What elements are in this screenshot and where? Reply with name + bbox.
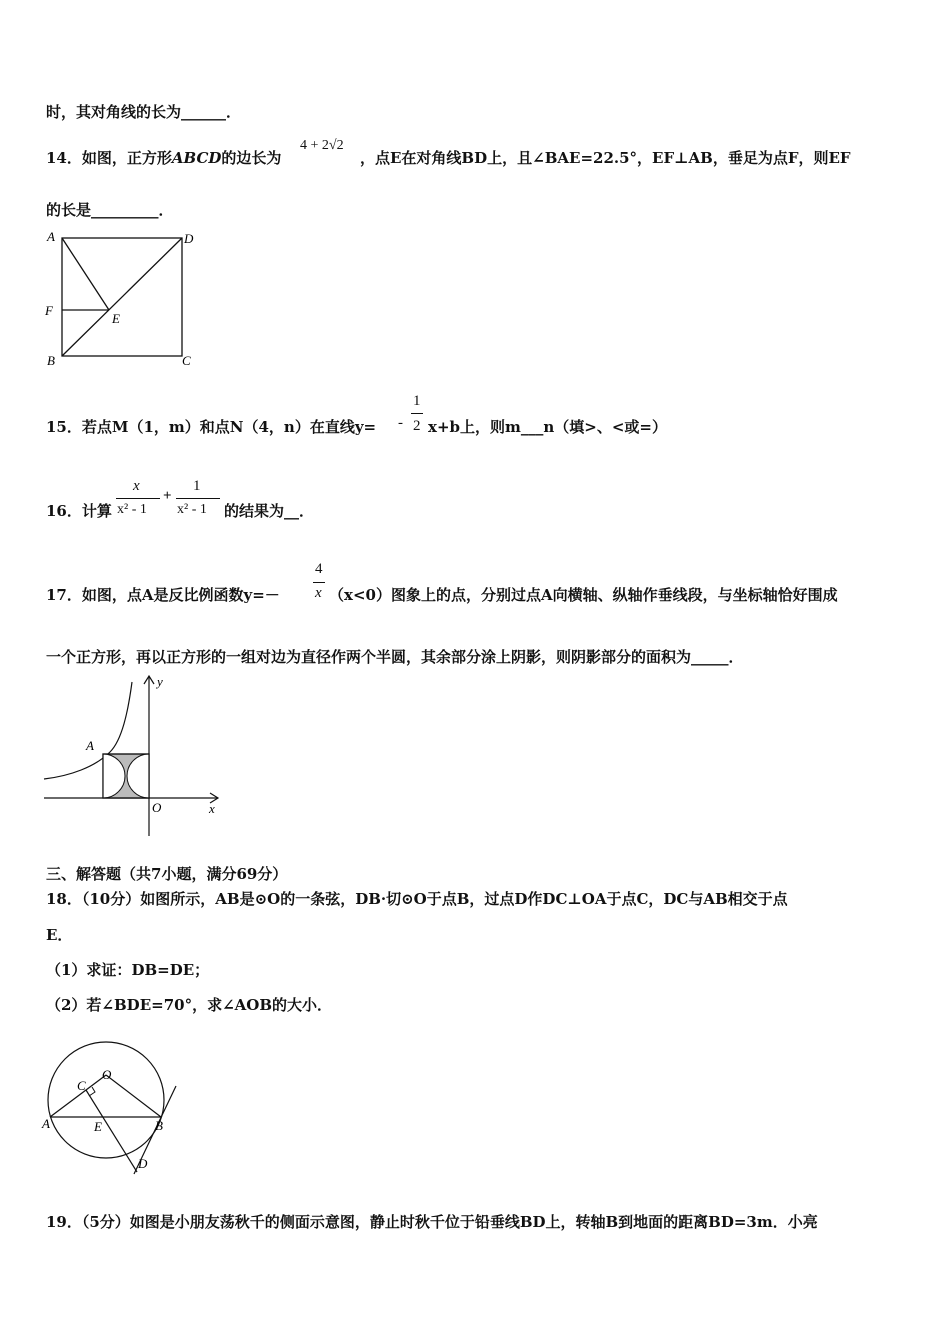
q14-abcd: ABCD [171, 149, 222, 167]
section-3-title: 三、解答题（共7小题，满分69分） [46, 865, 288, 883]
label-E: E [112, 311, 120, 326]
q18-part1: （1）求证：DB=DE； [46, 961, 210, 979]
label-F: F [45, 303, 53, 318]
label-A: A [86, 738, 94, 753]
q15-prefix: 15．若点M（1，m）和点N（4，n）在直线y= [46, 418, 377, 436]
q14-line1 [46, 148, 281, 168]
q17-fraction-bar [313, 582, 325, 583]
label-y: y [157, 674, 163, 689]
q16-rest: 的结果为__． [224, 502, 315, 520]
q17-den: x [315, 585, 322, 601]
q17-num: 4 [315, 561, 323, 577]
q18-line2: E． [46, 926, 73, 944]
q14-prefix: 14．如图，正方形 [46, 149, 172, 167]
q18-line1: 18．（10分）如图所示，AB是⊙O的一条弦，DB·切⊙O于点B，过点D作DC⊥OA于点C，DC与AB相交于点 [46, 890, 788, 908]
q15-rest: x+b上，则m___n（填>、<或=） [428, 418, 667, 436]
label-x: x [209, 801, 215, 816]
q14-mid: 的边长为 [221, 149, 282, 167]
q16-bar-2 [176, 498, 220, 499]
q19-line1: 19．（5分）如图是小朋友荡秋千的侧面示意图，静止时秋千位于铅垂线BD上，转轴B到地面的距离BD=3m．小亮 [46, 1213, 818, 1231]
label-C: C [182, 353, 191, 368]
circle-figure [40, 1024, 200, 1176]
label-O: O [152, 800, 162, 815]
label-A: A [47, 229, 55, 244]
q13-tail: 时，其对角线的长为______． [46, 103, 242, 121]
hyperbola-figure [40, 672, 230, 840]
label-B: B [47, 353, 55, 368]
label-C: C [77, 1078, 86, 1093]
q17-rest: （x<0）图象上的点，分别过点A向横轴、纵轴作垂线段，与坐标轴恰好围成 [329, 586, 838, 604]
q16-numerator-2: 1 [193, 478, 201, 494]
q16-bar-1 [116, 498, 160, 499]
label-A: A [42, 1116, 50, 1131]
label-D: D [138, 1156, 148, 1171]
q15-fraction-bar [411, 413, 423, 414]
label-O: O [102, 1067, 112, 1082]
q17-line2: 一个正方形，再以正方形的一组对边为直径作两个半圆，其余部分涂上阴影，则阴影部分的面积为_____． [46, 648, 744, 666]
q16-numerator-1: x [133, 478, 140, 494]
q14-line2: 的长是_________． [46, 201, 174, 219]
q15-num: 1 [413, 393, 421, 409]
q15-den: 2 [413, 418, 421, 434]
label-B: B [155, 1118, 163, 1133]
q16-denominator-2: x² - 1 [177, 502, 207, 517]
q16-prefix: 16．计算 [46, 502, 112, 520]
q16-denominator-1: x² - 1 [117, 502, 147, 517]
q15-sign: - [398, 415, 403, 431]
q14-line1-rest: ，点E在对角线BD上，且∠BAE=22.5°，EF⊥AB，垂足为点F，则EF [360, 149, 851, 167]
label-E: E [94, 1119, 102, 1134]
square-figure [40, 226, 210, 372]
label-D: D [184, 231, 194, 246]
q16-plus: + [163, 488, 172, 504]
q17-prefix: 17．如图，点A是反比例函数y=－ [46, 586, 280, 604]
q18-part2: （2）若∠BDE=70°，求∠AOB的大小． [46, 996, 333, 1014]
q14-side-length: 4 + 2√2 [300, 138, 344, 153]
